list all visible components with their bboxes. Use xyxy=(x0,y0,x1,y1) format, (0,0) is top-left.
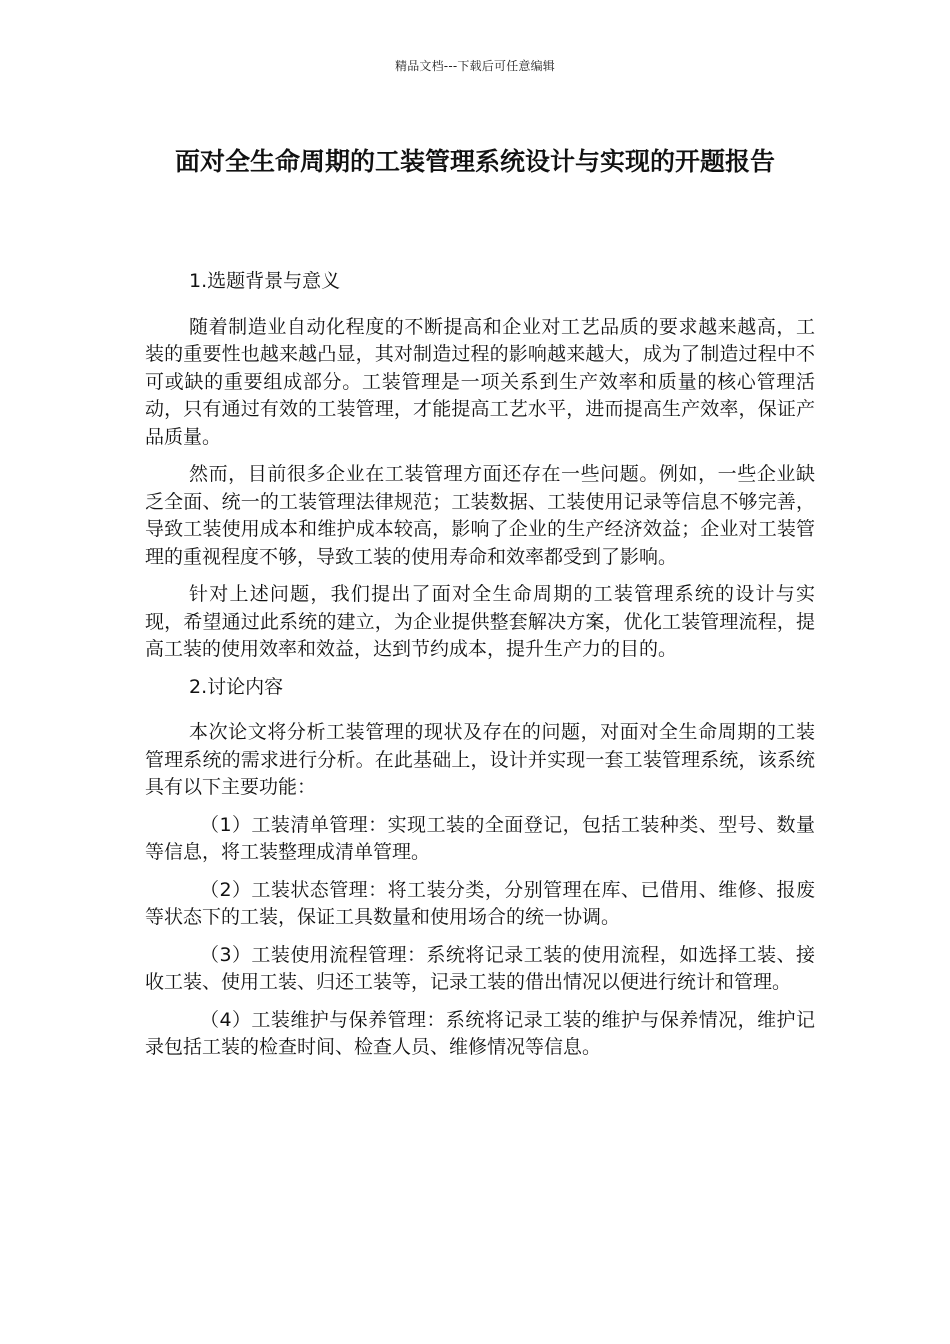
document-title: 面对全生命周期的工装管理系统设计与实现的开题报告 xyxy=(174,147,775,176)
section-heading-1: 1.选题背景与意义 xyxy=(189,270,341,292)
list-item: （4）工装维护与保养管理：系统将记录工装的维护与保养情况，维护记录包括工装的检查时间、检查人员、维修情况等信息。 xyxy=(145,1008,815,1058)
header-note: 精品文档---下载后可任意编辑 xyxy=(395,59,555,73)
list-item: （1）工装清单管理：实现工装的全面登记，包括工装种类、型号、数量等信息，将工装整理成清单管理。 xyxy=(145,813,815,863)
paragraph: 针对上述问题，我们提出了面对全生命周期的工装管理系统的设计与实现，希望通过此系统的建立，为企业提供整套解决方案，优化工装管理流程，提高工装的使用效率和效益，达到节约成本，提升生产力的目的。 xyxy=(145,583,815,660)
list-item: （3）工装使用流程管理：系统将记录工装的使用流程，如选择工装、接收工装、使用工装、归还工装等，记录工装的借出情况以便进行统计和管理。 xyxy=(145,943,815,993)
paragraph: 本次论文将分析工装管理的现状及存在的问题，对面对全生命周期的工装管理系统的需求进行分析。在此基础上，设计并实现一套工装管理系统，该系统具有以下主要功能： xyxy=(145,721,815,798)
document-body xyxy=(145,268,815,1072)
paragraph: 然而，目前很多企业在工装管理方面还存在一些问题。例如，一些企业缺乏全面、统一的工装管理法律规范；工装数据、工装使用记录等信息不够完善，导致工装使用成本和维护成本较高，影响了企业的生产经济效益；企业对工装管理的重视程度不够，导致工装的使用寿命和效率都受到了影响。 xyxy=(145,463,815,568)
section-heading-2: 2.讨论内容 xyxy=(189,675,284,698)
paragraph: 随着制造业自动化程度的不断提高和企业对工艺品质的要求越来越高，工装的重要性也越来越凸显，其对制造过程的影响越来越大，成为了制造过程中不可或缺的重要组成部分。工装管理是一项关系到生产效率和质量的核心管理活动，只有通过有效的工装管理，才能提高工艺水平，进而提高生产效率，保证产品质量。 xyxy=(145,315,815,448)
list-item: （2）工装状态管理：将工装分类，分别管理在库、已借用、维修、报废等状态下的工装，保证工具数量和使用场合的统一协调。 xyxy=(145,878,815,928)
